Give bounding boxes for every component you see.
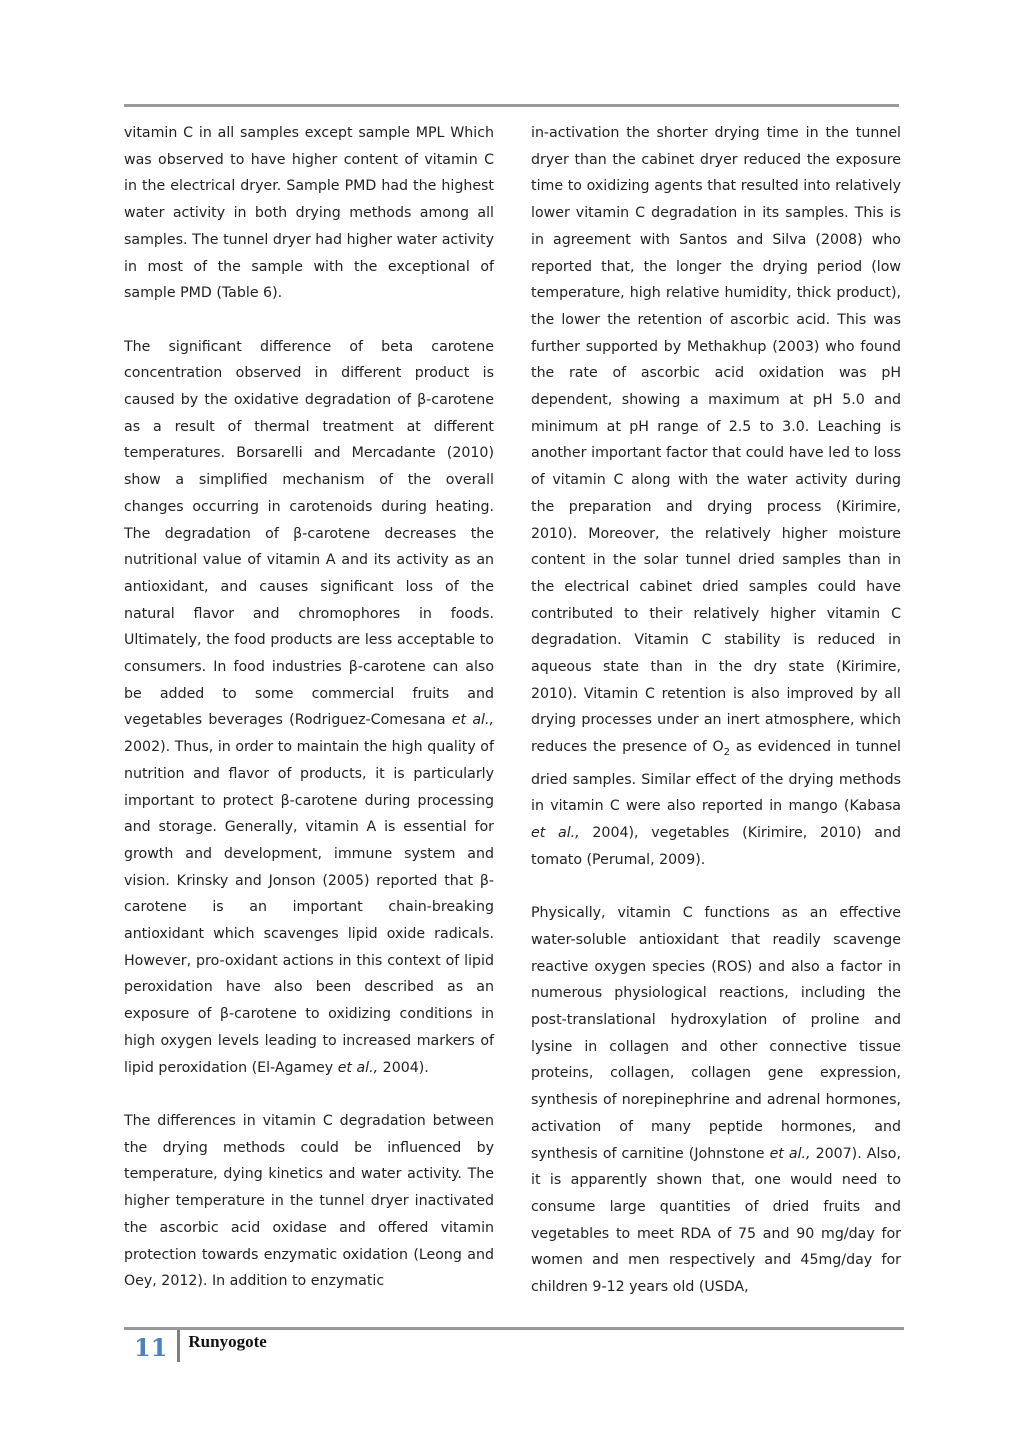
header-rule xyxy=(124,104,899,107)
paragraph-vitamin-c-degradation: The differences in vitamin C degradation between the drying methods could be influenced by temperature, dying kinetics and water activity. The higher temperature in the tunnel dryer inactivated the ascorbic acid oxidase and offered vitamin protection towards enzymatic oxidation (Leong and Oey, 2012). In addition to enzymatic xyxy=(124,1112,494,1290)
text-run: The significant difference of beta carotene concentration observed in different product is caused by the oxidative degradation of β-carotene as a result of thermal treatment at different temperatures. Borsarelli and Mercadante (2010) show a simplified mechanism of the overall changes occurring in carotenoids during heating. The degradation of β-carotene decreases the nutritional value of vitamin A and its activity as an antioxidant, and causes significant loss of the natural flavor and chromophores in foods. Ultimately, the food products are less acceptable to consumers. In food industries β-carotene can also be added to some commercial fruits and vegetables beverages (Rodriguez-Comesana xyxy=(124,338,494,729)
paragraph-enzymatic-inactivation xyxy=(531,120,901,874)
left-column xyxy=(124,120,494,1295)
page-number: 11 xyxy=(134,1333,168,1362)
page-footer xyxy=(124,1330,267,1364)
paragraph-water-activity: vitamin C in all samples except sample MPL Which was observed to have higher content of vitamin C in the electrical dryer. Sample PMD had the highest water activity in both drying methods among all samples. The tunnel dryer had higher water activity in most of the sample with the exceptional of sample PMD (Table 6). xyxy=(124,125,494,302)
text-run: in-activation the shorter drying time in the tunnel dryer than the cabinet dryer reduced the exposure time to oxidizing agents that resulted into relatively lower vitamin C degradation in its samples. This is in agreement with Santos and Silva (2008) who reported that, the longer the drying period (low temperature, high relative humidity, thick product), the lower the retention of ascorbic acid. This was further supported by Methakhup (2003) who found the rate of ascorbic acid oxidation was pH dependent, showing a maximum at pH 5.0 and minimum at pH range of 2.5 to 3.0. Leaching is another important factor that could have led to loss of vitamin C along with the water activity during the preparation and drying process (Kirimire, 2010). Moreover, the relatively higher moisture content in the solar tunnel dried samples than in the electrical cabinet dried samples could have contributed to their relatively higher vitamin C degradation. Vitamin C stability is reduced in aqueous state than in the dry state (Kirimire, 2010). Vitamin C retention is also improved by all drying processes under an inert atmosphere, which reduces the presence of O xyxy=(531,125,901,756)
text-run: 2004). xyxy=(378,1059,429,1076)
right-column xyxy=(531,120,901,1301)
citation-etal: et al., xyxy=(451,712,494,729)
paragraph-beta-carotene xyxy=(124,334,494,1082)
citation-etal: et al., xyxy=(337,1059,379,1076)
subscript-2: 2 xyxy=(723,747,730,758)
text-run: 2004), vegetables (Kirimire, 2010) and tomato (Perumal, 2009). xyxy=(531,825,901,868)
text-run: Physically, vitamin C functions as an effective water-soluble antioxidant that readily scavenge reactive oxygen species (ROS) and also a factor in numerous physiological reactions, including the post-translational hydroxylation of proline and lysine in collagen and other connective tissue proteins, collagen, collagen gene expression, synthesis of norepinephrine and adrenal hormones, activation of many peptide hormones, and synthesis of carnitine (Johnstone xyxy=(531,905,901,1162)
text-run: 2007). Also, it is apparently shown that, one would need to consume large quantities of dried fruits and vegetables to meet RDA of 75 and 90 mg/day for women and men respectively and 45mg/day for children 9-12 years old (USDA, xyxy=(531,1145,901,1296)
text-run: 2002). Thus, in order to maintain the high quality of nutrition and flavor of products, it is particularly important to protect β-carotene during processing and storage. Generally, vitamin A is essential for growth and development, immune system and vision. Krinsky and Jonson (2005) reported that β-carotene is an important chain-breaking antioxidant which scavenges lipid oxide radicals. However, pro-oxidant actions in this context of lipid peroxidation have also been described as an exposure of β-carotene to oxidizing conditions in high oxygen levels leading to increased markers of lipid peroxidation (El-Agamey xyxy=(124,739,494,1076)
running-author: Runyogote xyxy=(188,1332,267,1351)
paragraph-vitamin-c-function xyxy=(531,900,901,1301)
citation-etal: et al., xyxy=(769,1145,811,1162)
citation-etal: et al., xyxy=(531,825,580,842)
text-run: as evidenced in tunnel dried samples. Similar effect of the drying methods in vitamin C were also reported in mango (Kabasa xyxy=(531,739,901,815)
